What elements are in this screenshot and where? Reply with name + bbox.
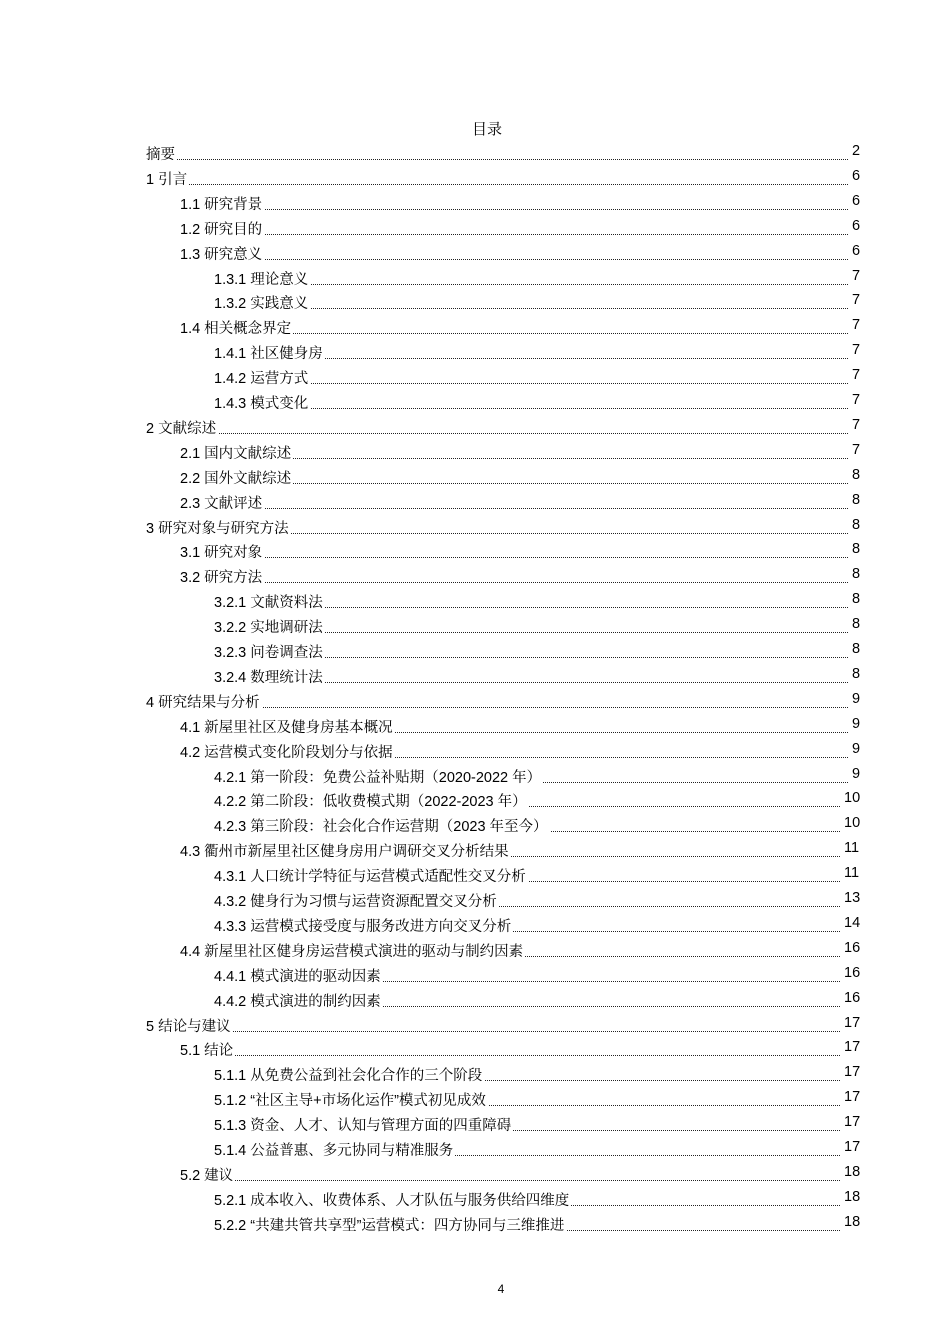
toc-entry[interactable] [0,614,950,639]
toc-entry-page: 17 [844,1114,861,1131]
toc-entry-title: 2.1 国内文献综述 [180,442,293,463]
toc-entry-page: 13 [844,890,861,906]
toc-entry-page: 8 [852,616,861,633]
toc-entry[interactable] [0,365,950,390]
toc-entry[interactable] [0,1187,950,1212]
toc-entry-page: 2 [852,143,861,159]
toc-entry-title: 4.3.2 健身行为习惯与运营资源配置交叉分析 [214,890,499,911]
toc-leader-dots [184,209,848,210]
toc-leader-dots [218,308,848,309]
toc-entry-title: 2 文献综述 [146,417,218,438]
toc-entry-page: 8 [852,516,861,533]
toc-entry[interactable] [0,216,950,241]
toc-leader-dots [218,284,848,285]
toc-entry-page: 6 [852,242,861,259]
toc-entry[interactable] [0,764,950,789]
toc-entry-title: 3.2.2 实地调研法 [214,616,325,637]
toc-entry[interactable] [0,838,950,863]
toc-entry-title: 1.4 相关概念界定 [180,317,293,338]
toc-entry-title: 1 引言 [146,168,189,189]
toc-entry[interactable] [0,266,950,291]
toc-entry-page: 8 [852,566,861,583]
toc-entry-page: 11 [844,865,860,882]
toc-entry[interactable] [0,1087,950,1112]
toc-entry-page: 7 [852,317,861,334]
toc-entry[interactable] [0,788,950,813]
toc-entry[interactable] [0,988,950,1013]
toc-entry-title: 4.2.1 第一阶段：免费公益补贴期（2020-2022 年） [214,766,543,787]
toc-entry-title: 1.4.3 模式变化 [214,392,310,413]
toc-entry-page: 17 [844,1014,861,1031]
toc-entry-title: 5.1.1 从免费公益到社会化合作的三个阶段 [214,1064,484,1085]
toc-entry[interactable] [0,564,950,589]
toc-entry-title: 5.2 建议 [180,1164,235,1185]
toc-entry-page: 8 [852,491,861,508]
toc-entry-page: 9 [852,690,861,707]
toc-entry-page: 6 [852,217,861,234]
toc-entry[interactable] [0,813,950,838]
toc-leader-dots [184,557,848,558]
toc-entry[interactable] [0,639,950,664]
toc-entry-page: 11 [844,840,860,857]
toc-entry[interactable] [0,465,950,490]
toc-entry-title: 4.4.1 模式演进的驱动因素 [214,965,383,986]
toc-entry[interactable] [0,689,950,714]
toc-entry-page: 6 [852,192,861,209]
toc-entry-title: 5.1.3 资金、人才、认知与管理方面的四重障碍 [214,1114,513,1135]
toc-entry-title: 2.3 文献评述 [180,492,264,513]
toc-entry[interactable] [0,1162,950,1187]
toc-entry-page: 7 [852,342,861,359]
toc-entry-title: 4.3 衢州市新屋里社区健身房用户调研交叉分析结果 [180,840,511,861]
toc-entry-page: 8 [852,541,861,558]
toc-entry-page: 16 [844,964,861,981]
toc-entry-page: 8 [852,466,861,483]
toc-leader-dots [184,234,848,235]
toc-entry-page: 17 [844,1139,861,1155]
toc-entry-page: 10 [844,815,861,832]
toc-entry-title: 3.2 研究方法 [180,566,264,587]
toc-entry-title: 4.2.2 第二阶段：低收费模式期（2022-2023 年） [214,790,529,811]
toc-entry[interactable] [0,1212,950,1237]
toc-entry[interactable] [0,714,950,739]
toc-entry-page: 9 [852,715,861,732]
toc-entry-title: 3.2.3 问卷调查法 [214,641,325,662]
toc-entry-page: 17 [844,1064,861,1081]
toc-entry[interactable] [0,1037,950,1062]
toc-entry[interactable] [0,340,950,365]
toc-entry-title: 4 研究结果与分析 [146,691,262,712]
toc-entry-title: 1.3 研究意义 [180,243,264,264]
toc-entry-page: 6 [852,167,861,184]
toc-entry-page: 17 [844,1039,861,1056]
toc-entry-page: 7 [852,367,861,384]
toc-entry[interactable] [0,515,950,540]
toc-entry-title: 1.4.1 社区健身房 [214,342,325,363]
toc-title: 目录 [471,121,502,138]
toc-entry[interactable] [0,1013,950,1038]
toc-entry-page: 7 [852,267,861,284]
toc-entry-title: 摘要 [146,143,177,164]
toc-entry-title: 1.1 研究背景 [180,193,264,214]
toc-entry-page: 8 [852,641,861,657]
toc-entry-title: 1.4.2 运营方式 [214,367,310,388]
toc-entry-page: 9 [852,765,861,782]
toc-entry-title: 5 结论与建议 [146,1015,233,1036]
toc-entry[interactable] [0,290,950,315]
toc-leader-dots [150,433,848,434]
toc-entry[interactable] [0,664,950,689]
toc-entry-title: 5.1 结论 [180,1039,235,1060]
toc-entry-page: 16 [844,989,861,1006]
toc-entry[interactable] [0,191,950,216]
toc-entry-title: 5.2.1 成本收入、收费体系、人才队伍与服务供给四维度 [214,1189,571,1210]
toc-entry[interactable] [0,440,950,465]
page-number: 4 [497,1282,505,1296]
toc-entry[interactable] [0,739,950,764]
toc-leader-dots [218,383,848,384]
toc-entry[interactable] [0,539,950,564]
toc-entry-title: 3.2.1 文献资料法 [214,591,325,612]
toc-entry-title: 4.2.3 第三阶段：社会化合作运营期（2023 年至今） [214,815,550,836]
toc-leader-dots [150,159,848,160]
toc-entry[interactable] [0,241,950,266]
toc-entry-page: 16 [844,939,861,956]
toc-entry-title: 4.3.1 人口统计学特征与运营模式适配性交叉分析 [214,865,528,886]
toc-entry-title: 2.2 国外文献综述 [180,467,293,488]
toc-entry-page: 17 [844,1089,861,1106]
toc-entry[interactable] [0,888,950,913]
toc-entry-title: 3.1 研究对象 [180,541,264,562]
toc-entry-title: 4.4.2 模式演进的制约因素 [214,990,383,1011]
toc-entry-title: 3.2.4 数理统计法 [214,666,325,687]
toc-entry[interactable] [0,490,950,515]
toc-leader-dots [184,1055,840,1056]
toc-entry-page: 7 [852,392,861,408]
toc-entry-title: 1.3.2 实践意义 [214,292,310,313]
toc-entry-title: 4.2 运营模式变化阶段划分与依据 [180,741,395,762]
toc-entry[interactable] [0,166,950,191]
toc-entry-title: 3 研究对象与研究方法 [146,517,291,538]
toc-entry[interactable] [0,938,950,963]
toc-entry[interactable] [0,1137,950,1162]
toc-entry-title: 5.2.2 “共建共管共享型”运营模式：四方协同与三维推进 [214,1214,566,1235]
toc-entry[interactable] [0,1062,950,1087]
toc-entry-title: 5.1.2 “社区主导+市场化运作”模式初见成效 [214,1089,488,1110]
toc-entry-page: 7 [852,441,861,458]
toc-leader-dots [150,184,848,185]
toc-entry[interactable] [0,1112,950,1137]
toc-entry-page: 14 [844,914,861,931]
toc-entry-title: 1.3.1 理论意义 [214,268,310,289]
toc-entry-page: 9 [852,740,861,757]
toc-leader-dots [184,1180,840,1181]
toc-leader-dots [184,508,848,509]
toc-entry[interactable] [0,863,950,888]
toc-entry-title: 4.4 新屋里社区健身房运营模式演进的驱动与制约因素 [180,940,525,961]
toc-entry[interactable] [0,415,950,440]
toc-entry[interactable] [0,141,950,166]
toc-leader-dots [150,1031,840,1032]
toc-entry[interactable] [0,913,950,938]
toc-entry-page: 8 [852,665,861,682]
toc-entry[interactable] [0,390,950,415]
toc-entry-title: 4.3.3 运营模式接受度与服务改进方向交叉分析 [214,915,513,936]
toc-entry-page: 18 [844,1163,861,1180]
toc-entry[interactable] [0,315,950,340]
toc-entry-page: 10 [844,790,861,807]
toc-entry-page: 18 [844,1213,861,1230]
toc-leader-dots [218,408,848,409]
toc-entry-title: 1.2 研究目的 [180,218,264,239]
toc-entry-page: 7 [852,292,861,309]
toc-entry-title: 4.1 新屋里社区及健身房基本概况 [180,716,395,737]
toc-leader-dots [184,259,848,260]
toc-entry-page: 18 [844,1188,861,1205]
toc-entry-page: 7 [852,416,861,433]
toc-entry[interactable] [0,963,950,988]
toc-entry-page: 8 [852,591,861,608]
toc-entry[interactable] [0,589,950,614]
toc-entry-title: 5.1.4 公益普惠、多元协同与精准服务 [214,1139,455,1160]
toc-leader-dots [184,582,848,583]
